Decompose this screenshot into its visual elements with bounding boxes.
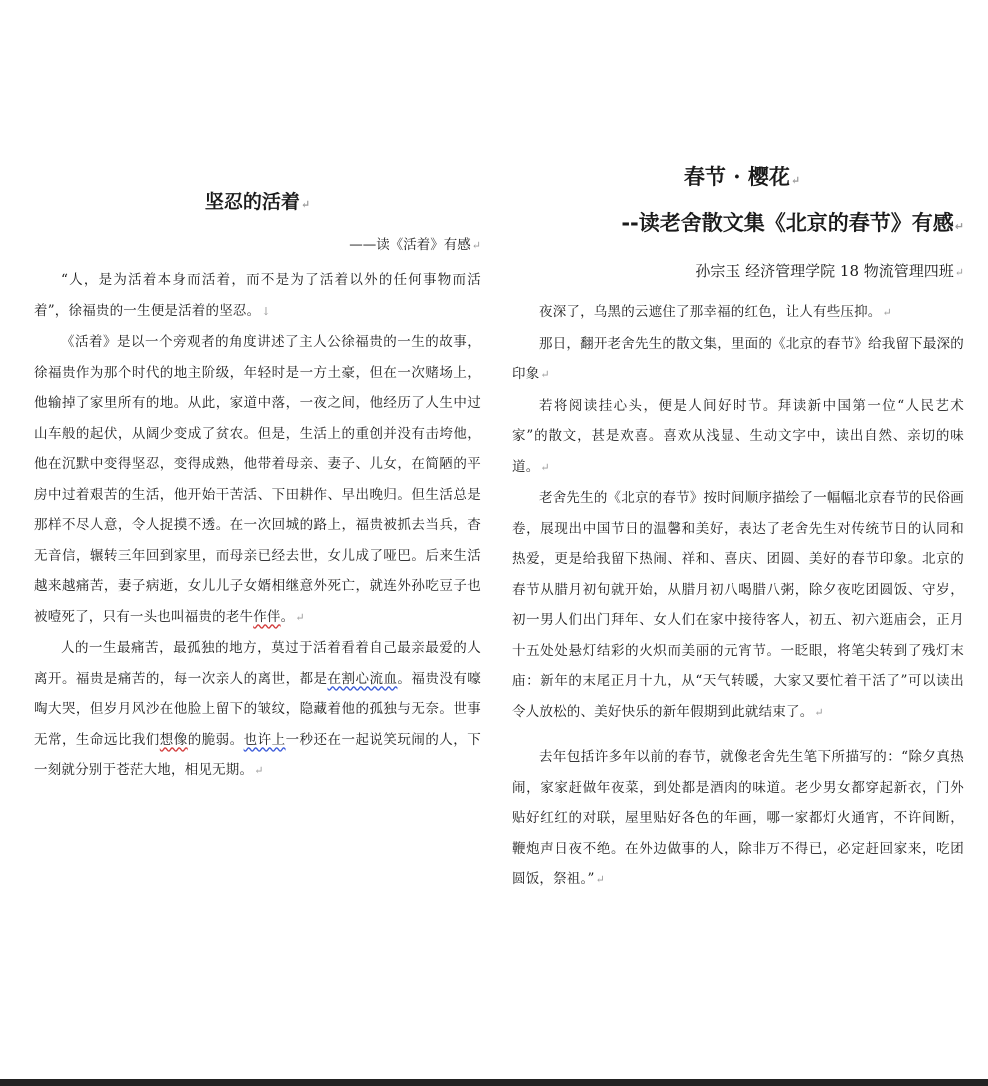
right-paragraph-2: 那日，翻开老舍先生的散文集，里面的《北京的春节》给我留下最深的印象↵ — [512, 335, 964, 382]
paragraph-mark-icon: ↵ — [540, 368, 550, 381]
paragraph-mark-icon: ↵ — [595, 873, 605, 886]
left-paragraph-1: “人，是为活着本身而活着，而不是为了活着以外的任何事物而活着”，徐福贵的一生便是活着的坚忍。↓ — [34, 272, 481, 319]
left-paragraph-3: 人的一生最痛苦，最孤独的地方，莫过于活着看着自己最亲最爱的人离开。福贵是痛苦的，每一次亲人的离世，都是在割心流血。福贵没有嚎啕大哭，但岁月风沙在他脸上留下的皱纹，隐藏着他的孤独与无奈。世事无常，生命远比我们想像的脆弱。也许上一秒还在一起说笑玩闹的人，下一刻就分别于苍茫大地，相见无期。↵ — [34, 640, 482, 778]
left-document-column — [34, 185, 481, 787]
grammar-flag[interactable]: 也许上 — [243, 731, 286, 748]
right-title: 春节 · 樱花↵ — [683, 164, 801, 189]
paragraph-mark-icon: ↵ — [814, 705, 824, 719]
right-paragraph-3: 若将阅读挂心头，便是人间好时节。拜读新中国第一位“人民艺术家”的散文，甚是欢喜。喜欢从浅显、生动文字中，读出自然、亲切的味道。↵ — [512, 397, 964, 475]
line-break-mark-icon: ↓ — [261, 304, 271, 318]
paragraph-mark-icon: ↵ — [540, 460, 550, 474]
grammar-flag[interactable]: 在割心流血 — [327, 670, 398, 687]
paragraph-mark-icon: ↵ — [295, 610, 305, 624]
bottom-edge-divider — [0, 1079, 988, 1086]
left-paragraph-2: 《活着》是以一个旁观者的角度讲述了主人公徐福贵的一生的故事，徐福贵作为那个时代的地主阶级，年轻时是一方土豪，但在一次赌场上，他输掉了家里所有的地。从此，家道中落，一夜之间，他经历了人生中过山车般的起伏，从阔少变成了贫农。但是，生活上的重创并没有击垮他，他在沉默中变得坚忍，变得成熟，他带着母亲、妻子、儿女，在简陋的平房中过着艰苦的生活，他开始干苦活、下田耕作、早出晚归。但生活总是那样不尽人意，令人捉摸不透。在一次回城的路上，福贵被抓去当兵，杳无音信，辗转三年回到家里，而母亲已经去世，女儿成了哑巴。后来生活越来越痛苦，妻子病逝，女儿儿子女婿相继意外死亡，就连外孙吃豆子也被噎死了，只有一头也叫福贵的老牛作伴。↵ — [34, 334, 481, 625]
left-title: 坚忍的活着↵ — [204, 191, 311, 213]
paragraph-mark-icon: ↵ — [954, 220, 964, 233]
paragraph-spacer — [512, 728, 964, 742]
right-paragraph-4: 老舍先生的《北京的春节》按时间顺序描绘了一幅幅北京春节的民俗画卷，展现出中国节日的温馨和美好，表达了老舍先生对传统节日的认同和热爱，更是给我留下热闹、祥和、喜庆、团圆、美好的春节印象。北京的春节从腊月初旬就开始，从腊月初八喝腊八粥，除夕夜吃团圆饭、守岁，初一男人们出门拜年、女人们在家中接待客人，初五、初六逛庙会，正月十五处处悬灯结彩的火炽而美丽的元宵节。一眨眼，将笔尖转到了残灯末庙：新年的末尾正月十九，从“天气转暖，大家又要忙着干活了”可以读出令人放松的、美好快乐的新年假期到此就结束了。↵ — [512, 490, 964, 720]
spelling-flag[interactable]: 想像 — [159, 731, 188, 748]
paragraph-mark-icon: ↵ — [254, 764, 264, 777]
paragraph-mark-icon: ↵ — [790, 174, 801, 187]
right-subtitle: --读老舍散文集《北京的春节》有感↵ — [621, 211, 964, 235]
right-document-column — [512, 155, 964, 896]
left-subtitle: ——读《活着》有感↵ — [349, 237, 481, 253]
right-paragraph-5: 去年包括许多年以前的春节，就像老舍先生笔下所描写的：“除夕真热闹，家家赶做年夜菜，到处都是酒肉的味道。老少男女都穿起新衣，门外贴好红红的对联，屋里贴好各色的年画，哪一家都灯火通宵，不许间断，鞭炮声日夜不绝。在外边做事的人，除非万不得已，必定赶回家来，吃团圆饭，祭祖。”↵ — [512, 749, 964, 887]
paragraph-mark-icon: ↵ — [471, 239, 481, 252]
right-author-line: 孙宗玉 经济管理学院 18 物流管理四班↵ — [695, 262, 964, 280]
spelling-flag[interactable]: 作伴 — [253, 608, 281, 625]
right-paragraph-1: 夜深了，乌黑的云遮住了那幸福的红色，让人有些压抑。↵ — [539, 304, 892, 320]
paragraph-mark-icon: ↵ — [882, 306, 892, 319]
paragraph-mark-icon: ↵ — [300, 198, 311, 211]
paragraph-mark-icon: ↵ — [954, 266, 964, 279]
